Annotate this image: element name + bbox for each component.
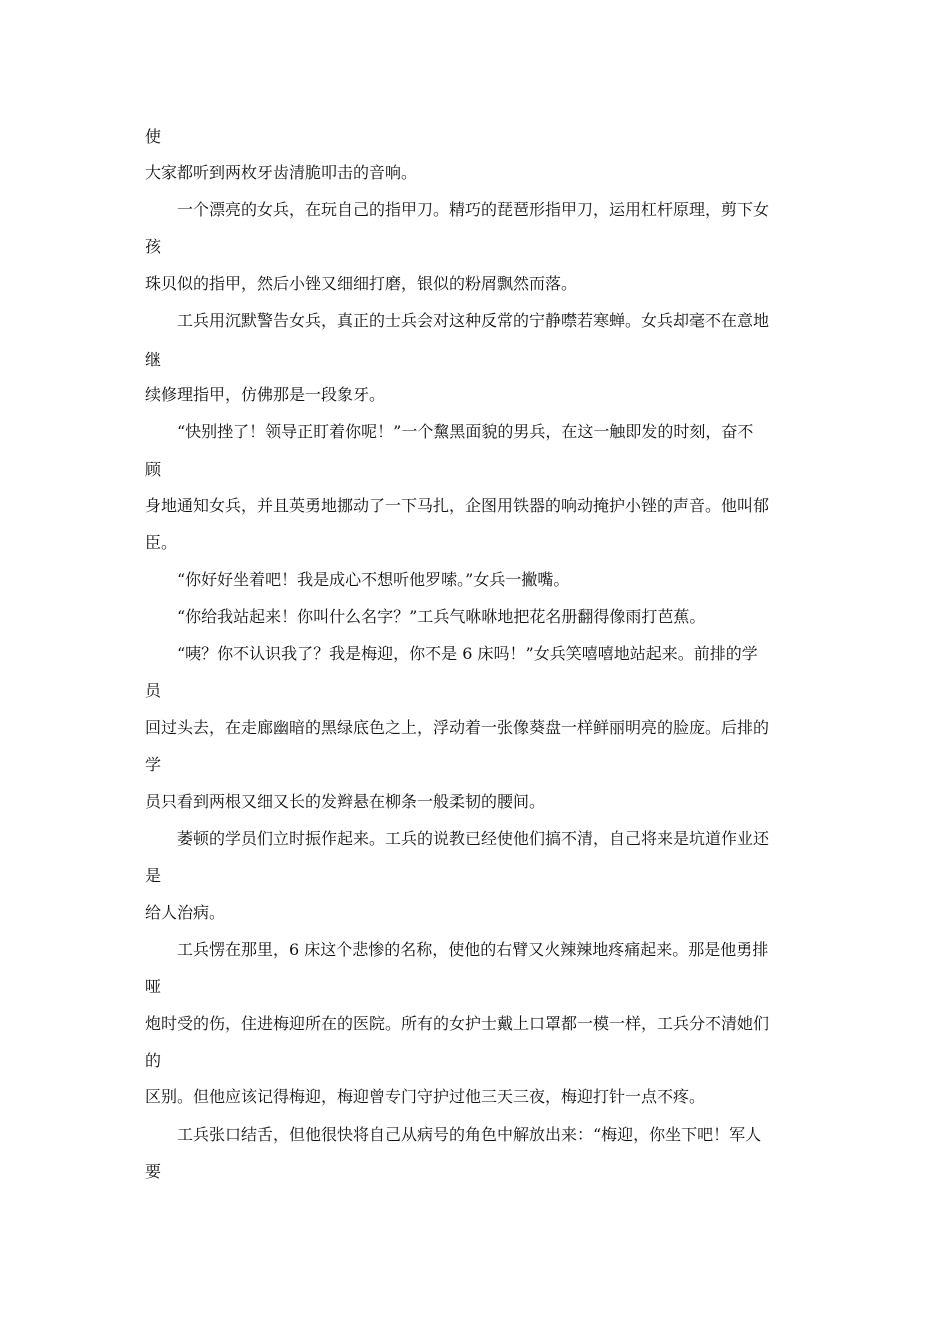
text-line: 员只看到两根又细又长的发辫悬在柳条一般柔韧的腰间。 <box>145 792 546 811</box>
text-line: 哑 <box>145 977 162 996</box>
text-line: “你给我站起来！你叫什么名字？”工兵气咻咻地把花名册翻得像雨打芭蕉。 <box>177 607 706 626</box>
text-line: 炮时受的伤，住进梅迎所在的医院。所有的女护士戴上口罩都一模一样，工兵分不清她们 <box>145 1014 770 1033</box>
text-line: 工兵张口结舌，但他很快将自己从病号的角色中解放出来：“梅迎，你坐下吧！军人 <box>177 1125 762 1144</box>
text-line: 萎顿的学员们立时振作起来。工兵的说教已经使他们搞不清，自己将来是坑道作业还 <box>177 829 770 848</box>
text-line: 使 <box>145 127 162 146</box>
text-line: “快别挫了！领导正盯着你呢！”一个黧黑面貌的男兵，在这一触即发的时刻，奋不 <box>177 422 754 441</box>
text-line: 顾 <box>145 460 162 479</box>
text-line: 工兵愣在那里，6 床这个悲惨的名称，使他的右臂又火辣辣地疼痛起来。那是他勇排 <box>177 940 769 959</box>
text-line: 回过头去，在走廊幽暗的黑绿底色之上，浮动着一张像葵盘一样鲜丽明亮的脸庞。后排的 <box>145 718 770 737</box>
text-line: 给人治病。 <box>145 903 226 922</box>
text-line: 学 <box>145 755 162 774</box>
text-line: 身地通知女兵，并且英勇地挪动了一下马扎，企图用铁器的响动掩护小锉的声音。他叫郁 <box>145 496 770 515</box>
text-line: 的 <box>145 1051 162 1070</box>
text-line: 孩 <box>145 237 162 256</box>
text-line: 要 <box>145 1162 162 1181</box>
text-line: 大家都听到两枚牙齿清脆叩击的音响。 <box>145 163 418 182</box>
text-line: “咦？你不认识我了？我是梅迎，你不是 6 床吗！”女兵笑嘻嘻地站起来。前排的学 <box>177 644 758 663</box>
text-line: 区别。但他应该记得梅迎，梅迎曾专门守护过他三天三夜，梅迎打针一点不疼。 <box>145 1087 706 1106</box>
text-line: 是 <box>145 866 162 885</box>
text-line: 员 <box>145 681 162 700</box>
text-line: 继 <box>145 350 162 369</box>
text-line: 臣。 <box>145 533 178 552</box>
text-line: 续修理指甲，仿佛那是一段象牙。 <box>145 385 386 404</box>
text-line: 珠贝似的指甲，然后小锉又细细打磨，银似的粉屑飘然而落。 <box>145 274 578 293</box>
text-line: 工兵用沉默警告女兵，真正的士兵会对这种反常的宁静噤若寒蝉。女兵却毫不在意地 <box>177 311 770 330</box>
text-line: “你好好坐着吧！我是成心不想听他罗嗦。”女兵一撇嘴。 <box>177 570 570 589</box>
text-line: 一个漂亮的女兵，在玩自己的指甲刀。精巧的琵琶形指甲刀，运用杠杆原理，剪下女 <box>177 200 770 219</box>
